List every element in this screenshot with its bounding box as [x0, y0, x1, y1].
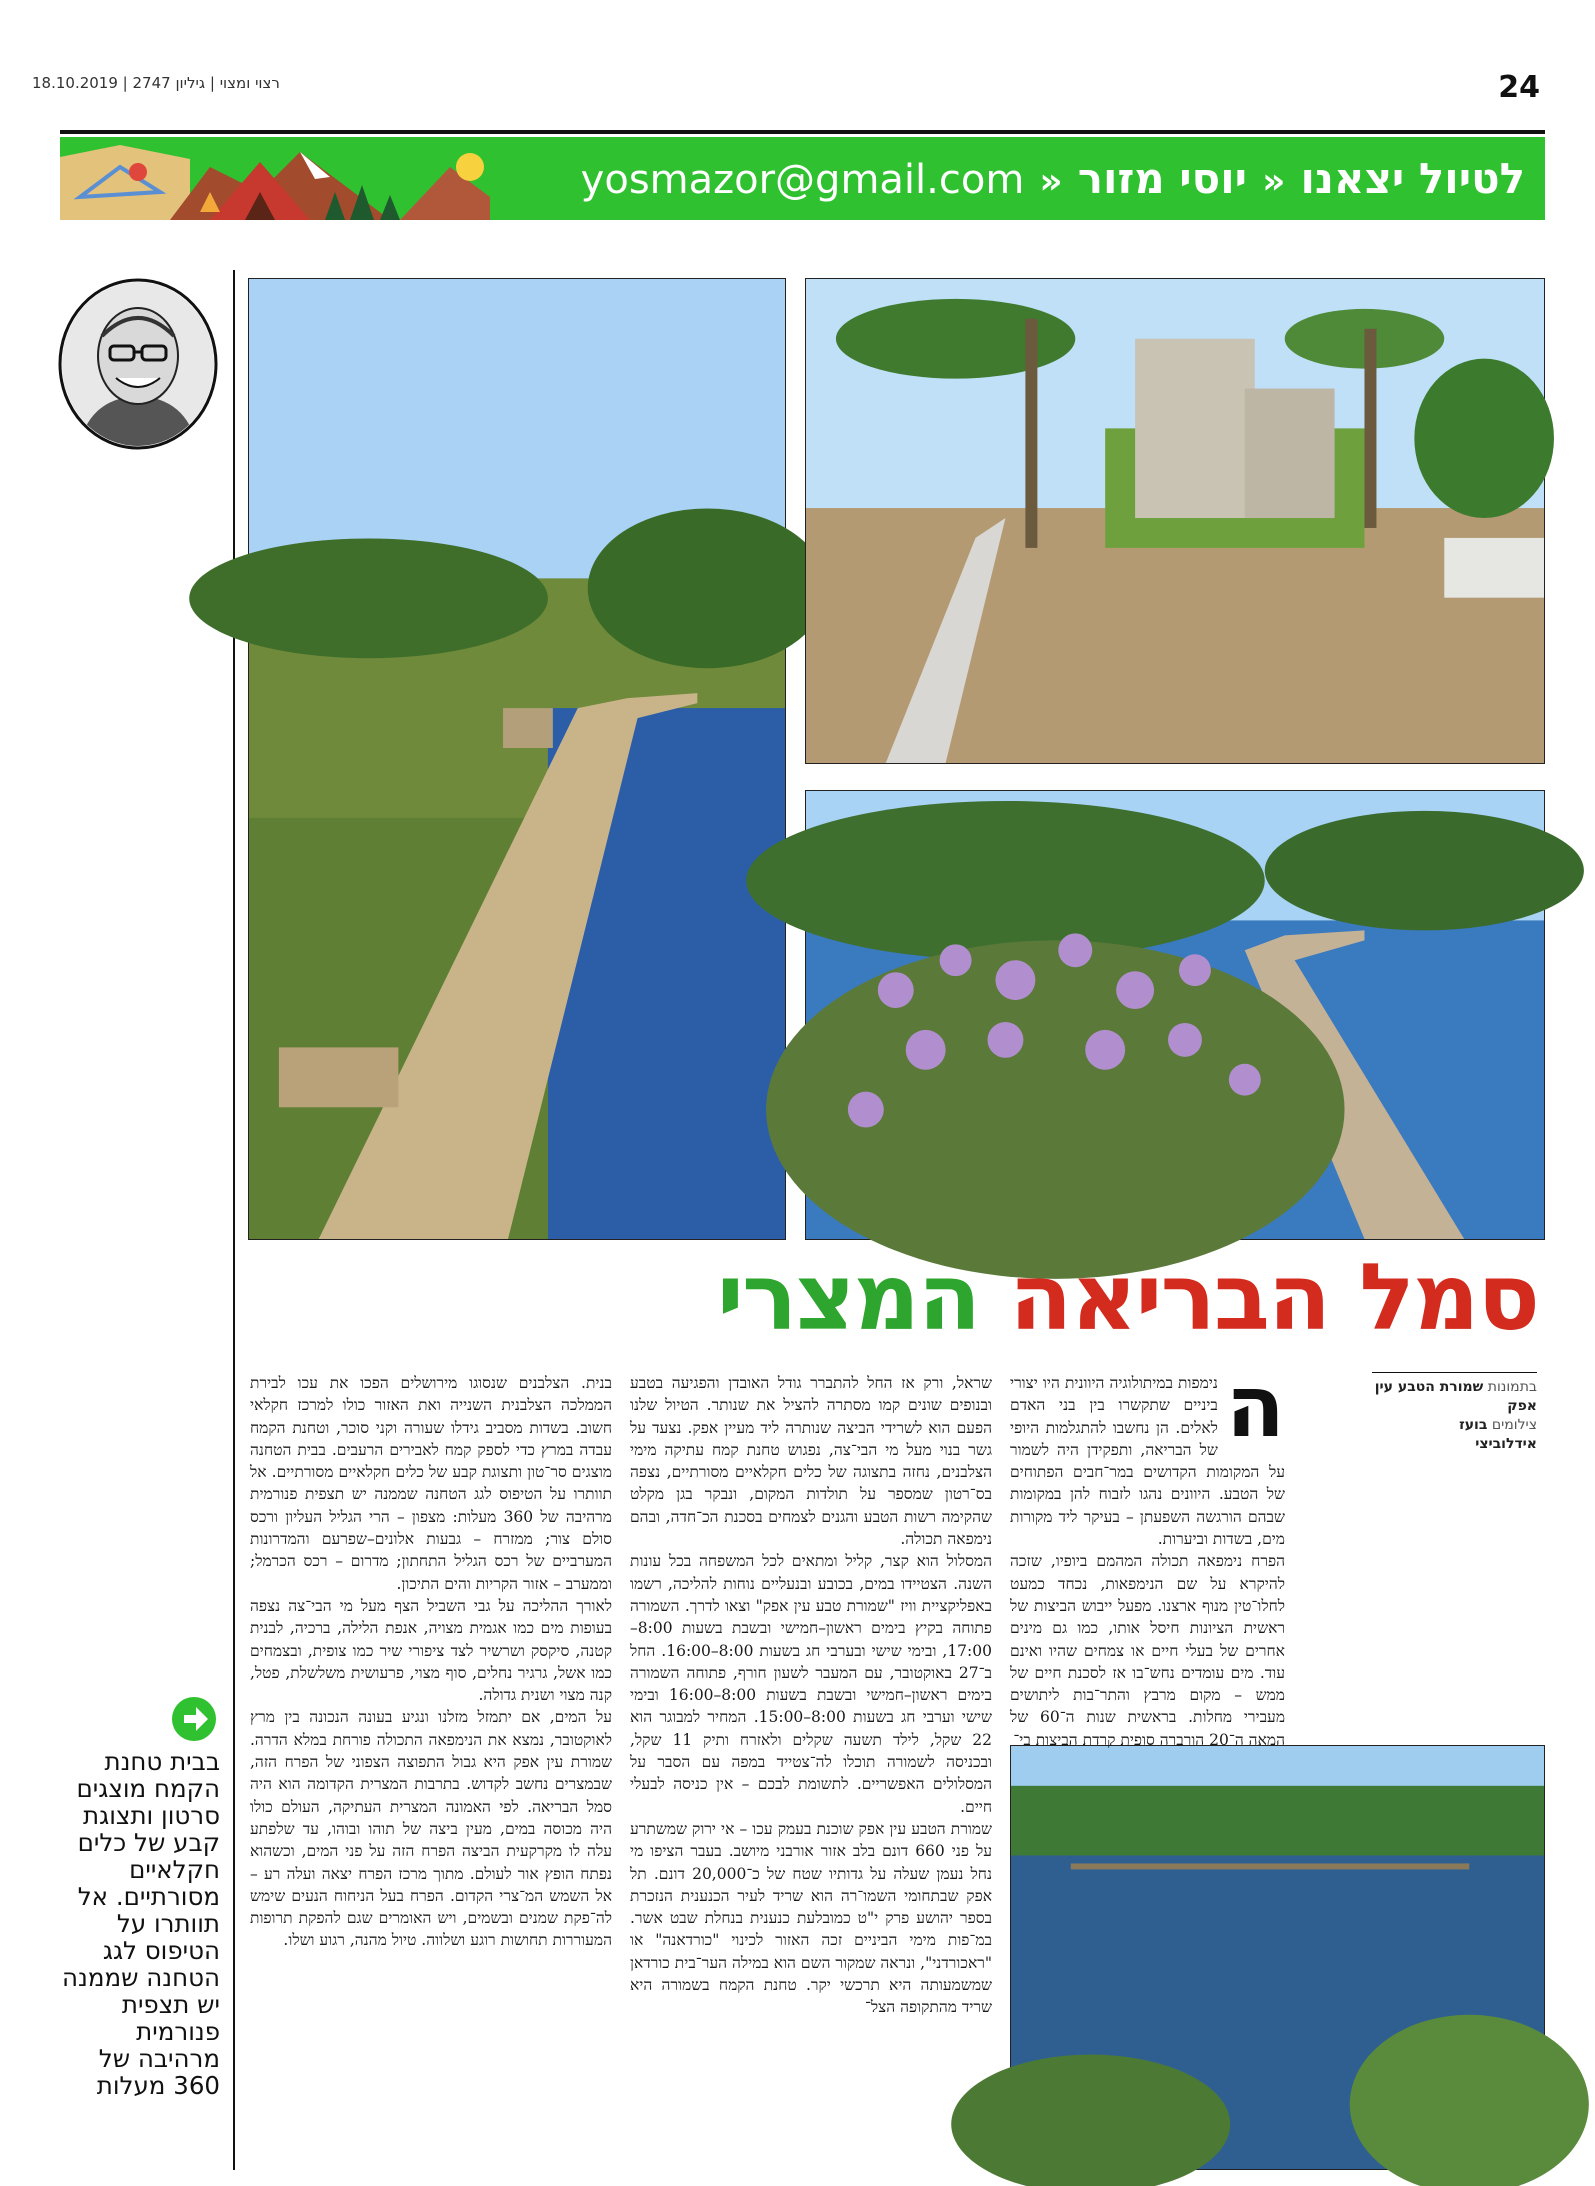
- issue-number: גיליון 2747: [132, 74, 206, 92]
- page-meta: [32, 74, 280, 92]
- article-column-1: [1010, 1357, 1286, 1749]
- banner-text: [581, 137, 1525, 220]
- photo-mill: [805, 278, 1545, 764]
- paragraph: על המים, אם יתמזל מזלנו ונגיע בעונה הנכונה בין מרץ לאוקטובר, נמצא את הנימפאה התכולה פורחת במלא הדרה. שמורת עין אפק היא גבול התפוצה הצפוני של הפרח הזה, שבמצרים נחשב לקדוש. בתרבות המצרית הקדומה הוא היה סמל הבריאה. לפי האמונה המצרית העתיקה, העולם כולו היה מכוסה במים, מעין ביצה של תוהו ובוהו, עד שלפתע עלה לו מקרקעית הביצה הפרח הזה על פני המים, וכשהוא נפתח הופץ אור לעולם. מתוך מרכז הפרח יצאה ועלה רע – אל השמש המ־צרי הקדום. הפרח בעל הניחוח הנעים שימש לה־פקת שמנים ובשמים, ויש האומרים שגם להפקת תרופות המעוררות תחושות רוגע ושלווה. טיול מהנה, רגוע ושלו.: [250, 1708, 612, 1950]
- paragraph: נימפות במיתולוגיה היוונית היו יצורי ביניים שתקשרו בין בני האדם לאלים. הן נחשבו להתגלמות היופי של הבריאה, ותפקידן היה לשמור על המקומות הקדושים במר־חבים הפתוחים של הטבע. היוונים נהגו לזבוח להן במקומות שבהם הורגשה השפעתן – בעיקר ליד מקורות מים, בשדות וביערות.: [1010, 1374, 1285, 1549]
- article-column-2: [630, 1372, 992, 2172]
- credits-photo-label: צילומים: [1491, 1417, 1537, 1433]
- paragraph: בנית. הצלבנים שנסוגו מירושלים הפכו את עכו לבירת הממלכה הצלבנית השנייה ואת האזור כולו למרכז חקלאי חשוב. בשדות מסביב גידלו שעורה וקני סוכר, וטחנת הקמח עבדה במרץ כדי לספק קמח לאבירים הרעבים. בבית הטחנה מוצגים סר־טון ותצוגת קבע של כלים חקלאיים מסורתיים. אל תוותרו על הטיפוס לגג הטחנה שממנה יש תצפית פנורמית מרהיבה של 360 מעלות: מצפון – הרי הגליל העליון ורכס סולם צור; ממזרח – גבעות אלונים–שפרעם והמדרונות המערביים של רכס הגליל התחתון; מדרום – רכס הכרמל; וממערב – אזור הקריות והים התיכון.: [250, 1374, 612, 1593]
- credits-rule: [1372, 1372, 1537, 1373]
- article-headline: [716, 1244, 1538, 1351]
- drop-cap: ה: [1225, 1357, 1285, 1457]
- photo-credits: [1372, 1378, 1537, 1454]
- credits-label: בתמונות: [1487, 1379, 1537, 1395]
- banner-illustration-icon: [60, 137, 490, 220]
- credits-photo-prefix: בועז: [1459, 1417, 1488, 1433]
- column-title: לטיול יצאנו: [1300, 154, 1525, 203]
- author-name: יוסי מזור: [1077, 154, 1247, 203]
- sidebar-caption: בבית טחנת הקמח מוצגים סרטון ותצוגת קבע של כלים חקלאיים מסורתיים. אל תוותרו על הטיפוס לגג הטחנה שממנה יש תצפית פנורמית מרהיבה של 360 מעלות: [62, 1747, 220, 2100]
- paragraph: המסלול הוא קצר, קליל ומתאים לכל המשפחה בכל עונות השנה. הצטיידו במים, בכובע ובנעליים נוחות להליכה, רשמו באפליקציית וויז "שמורת טבע עין אפק" וצאו לדרך. השמורה פתוחה בקיץ בימים ראשון–חמישי ובשבת בשעות 8:00–17:00, ובימי שישי ובערבי חג בשעות 8:00–16:00. החל ב־27 באוקטובר, עם המעבר לשעון חורף, פתוחה השמורה בימים ראשון–חמישי ובשבת בשעות 8:00–16:00 ובימי שישי וערבי חג בשעות 8:00–15:00. המחיר למבוגר הוא 22 שקל, לילד תשעה שקלים ולאזרח ותיק 11 שקל, ובכניסה לשמורה תוכלו לה־צטייד במפה עם הסבר על המסלולים האפשריים. לתשומת לבכם – אין כניסה לבעלי חיים.: [630, 1552, 993, 1816]
- issue-date: 18.10.2019: [32, 74, 118, 92]
- header-rule: [60, 130, 1545, 134]
- meta-separator: |: [122, 74, 128, 92]
- headline-part1: סמל הבריאה: [1009, 1244, 1538, 1351]
- arrow-right-circle-icon: [170, 1695, 218, 1743]
- meta-separator: |: [209, 74, 215, 92]
- column-divider: [233, 270, 235, 2170]
- paragraph: שראל, ורק אז החל להתברר גודל האובדן והפגיעה בטבע ובנופים שונים קמו מסתרה להציל את שנותר. הטיול שלנו הפעם הוא לשרידי הביצה שנותרה ליד מעיין אפק. נצעד על גשר בנוי מעל מי הבי־צה, נפגוש טחנת קמח עתיקה מימי הצלבנים, נחזה בתצוגה של כלים חקלאיים מסורתיים, נצפה בס־רטון שמספר על תולדות המקום, ונבקר בגן מקלט שהקימה רשות הטבע והגנים לצמחים בסכנת הכ־חדה, ובהם נימפאה תכולה.: [630, 1374, 992, 1549]
- photo-boardwalk: [248, 278, 786, 1240]
- publication-name: רצוי ומצוי: [219, 74, 280, 92]
- paragraph: שמורת הטבע עין אפק שוכנת בעמק עכו – אי ירוק שמשתרע על פני 660 דונם בלב אזור אורבני מיושב. בעבר הציפו מי נחל נעמן שעלה על גדותיו שטח של כ־20,000 דונם. תל אפק שבתחומי השמו־רה הוא שריד לעיר הכנענית הנזכרת בספר יהושע פרק י"ט כמובלעת כנענית בנחלת שבט אשר. במ־פות מימי הביניים זכה האזור לכינוי "כורדאנה" או "ראכורדני", ונראה שמקור השם הוא במילה הער־בית כורדאן שמשמעותה היא תרכשי יקר. טחנת הקמח בשמורה היא שריד מהתקופה הצל־: [630, 1819, 992, 2017]
- photo-lake: [1010, 1745, 1545, 2170]
- page-number: 24: [1498, 70, 1540, 105]
- author-caricature-icon: [58, 278, 218, 450]
- article-column-3: [250, 1372, 612, 2172]
- credits-location: שמורת הטבע עין אפק: [1374, 1379, 1537, 1414]
- banner-arrows-icon: «: [1262, 161, 1286, 202]
- paragraph: לאורך ההליכה על גבי השביל הצף מעל מי הבי־צה נצפה בעופות מים כמו אגמית מצויה, אנפת הלילה, ברכיה, לבנית קטנה, סיקסק ושרשיר לצד ציפורי שיר כמו צופית, ובצמחים כמו אשל, גרגיר נחלים, סוף מצוי, פרעושית משלשלת, פטל, קנה מצוי ושנית גדולה.: [250, 1596, 612, 1705]
- headline-part2: המצרי: [716, 1244, 980, 1351]
- banner-arrows-icon: «: [1039, 161, 1063, 202]
- photo-flowers: [805, 790, 1545, 1240]
- author-email: yosmazor@gmail.com: [580, 157, 1025, 203]
- paragraph: הפרח נימפאה תכולה המהמם ביופיו, שזכה להיקרא על שם הנימפאות, נכחד כמעט לחלו־טין מנוף ארצנו. מפעל ייבוש הביצות של ראשית הציונות חיסל אותו, כמו גם מינים אחרים של בעלי חיים או צמחים שהיו ואינם עוד. מים עומדים נחש־בו אז לסכנת חיים של ממש – מקום מרבץ והתר־בות ליתושים מעבירי מחלות. בראשית שנות ה־60 של המאה ה־20 הורברה סופית קרדת הביצות בי־: [1010, 1552, 1286, 1749]
- credits-photographer: אידלוביצי: [1475, 1436, 1537, 1452]
- column-banner: [60, 137, 1545, 220]
